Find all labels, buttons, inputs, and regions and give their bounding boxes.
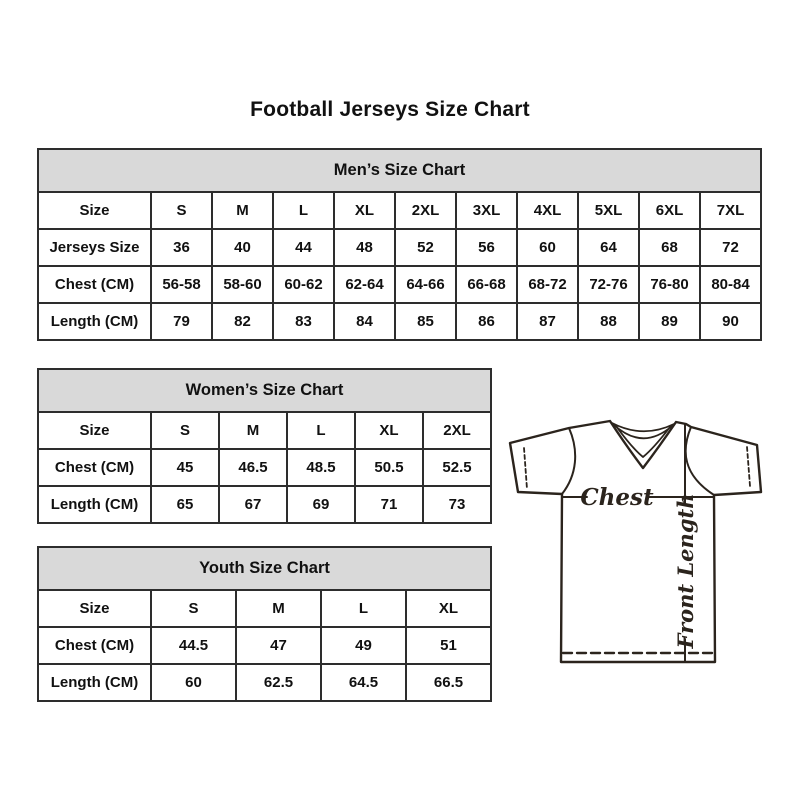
- value-cell: XL: [406, 590, 491, 627]
- jersey-measurement-diagram: [503, 415, 765, 670]
- table-title: Youth Size Chart: [38, 547, 491, 590]
- table-row: [38, 229, 761, 266]
- value-cell: 72: [700, 229, 761, 266]
- value-cell: 62.5: [236, 664, 321, 701]
- table-row: [38, 412, 491, 449]
- value-cell: M: [219, 412, 287, 449]
- value-cell: 4XL: [517, 192, 578, 229]
- value-cell: 40: [212, 229, 273, 266]
- value-cell: 72-76: [578, 266, 639, 303]
- cuff-stitch-dashes: [524, 447, 750, 489]
- value-cell: 64-66: [395, 266, 456, 303]
- table-row: [38, 303, 761, 340]
- value-cell: M: [212, 192, 273, 229]
- value-cell: 68-72: [517, 266, 578, 303]
- row-header-cell: Length (CM): [38, 664, 151, 701]
- value-cell: 89: [639, 303, 700, 340]
- value-cell: XL: [355, 412, 423, 449]
- value-cell: 86: [456, 303, 517, 340]
- value-cell: 58-60: [212, 266, 273, 303]
- value-cell: 48.5: [287, 449, 355, 486]
- value-cell: 71: [355, 486, 423, 523]
- table-title-row: [38, 149, 761, 192]
- value-cell: L: [287, 412, 355, 449]
- value-cell: 84: [334, 303, 395, 340]
- value-cell: 64.5: [321, 664, 406, 701]
- table-row: [38, 664, 491, 701]
- value-cell: 50.5: [355, 449, 423, 486]
- table-row: [38, 449, 491, 486]
- value-cell: 2XL: [395, 192, 456, 229]
- table-row: [38, 486, 491, 523]
- row-header-cell: Chest (CM): [38, 266, 151, 303]
- front-length-label: Front Length: [673, 493, 698, 649]
- page-title: Football Jerseys Size Chart: [250, 98, 530, 121]
- value-cell: 56: [456, 229, 517, 266]
- value-cell: 64: [578, 229, 639, 266]
- jersey-outline-shape: [510, 421, 761, 662]
- value-cell: 3XL: [456, 192, 517, 229]
- value-cell: 47: [236, 627, 321, 664]
- value-cell: 68: [639, 229, 700, 266]
- row-header-cell: Jerseys Size: [38, 229, 151, 266]
- value-cell: 7XL: [700, 192, 761, 229]
- value-cell: 52: [395, 229, 456, 266]
- value-cell: 83: [273, 303, 334, 340]
- value-cell: 36: [151, 229, 212, 266]
- value-cell: XL: [334, 192, 395, 229]
- value-cell: 51: [406, 627, 491, 664]
- value-cell: 44: [273, 229, 334, 266]
- value-cell: M: [236, 590, 321, 627]
- table-row: [38, 266, 761, 303]
- value-cell: 80-84: [700, 266, 761, 303]
- table-row: [38, 192, 761, 229]
- table-title-row: [38, 547, 491, 590]
- value-cell: 60: [517, 229, 578, 266]
- row-header-cell: Length (CM): [38, 486, 151, 523]
- table-title: Women’s Size Chart: [38, 369, 491, 412]
- value-cell: 66-68: [456, 266, 517, 303]
- value-cell: 65: [151, 486, 219, 523]
- value-cell: 52.5: [423, 449, 491, 486]
- value-cell: 60-62: [273, 266, 334, 303]
- row-header-cell: Size: [38, 412, 151, 449]
- value-cell: 90: [700, 303, 761, 340]
- table-title-row: [38, 369, 491, 412]
- value-cell: 60: [151, 664, 236, 701]
- value-cell: 48: [334, 229, 395, 266]
- youth-size-table: [37, 546, 492, 702]
- value-cell: 56-58: [151, 266, 212, 303]
- value-cell: 66.5: [406, 664, 491, 701]
- value-cell: L: [321, 590, 406, 627]
- value-cell: 69: [287, 486, 355, 523]
- row-header-cell: Length (CM): [38, 303, 151, 340]
- table-row: [38, 590, 491, 627]
- value-cell: 82: [212, 303, 273, 340]
- value-cell: 62-64: [334, 266, 395, 303]
- mens-size-table: [37, 148, 762, 341]
- womens-size-table: [37, 368, 492, 524]
- value-cell: 79: [151, 303, 212, 340]
- value-cell: 5XL: [578, 192, 639, 229]
- value-cell: 67: [219, 486, 287, 523]
- value-cell: S: [151, 412, 219, 449]
- table-title: Men’s Size Chart: [38, 149, 761, 192]
- value-cell: S: [151, 590, 236, 627]
- value-cell: 49: [321, 627, 406, 664]
- value-cell: 76-80: [639, 266, 700, 303]
- chest-label: Chest: [580, 484, 654, 511]
- value-cell: 44.5: [151, 627, 236, 664]
- row-header-cell: Size: [38, 192, 151, 229]
- row-header-cell: Size: [38, 590, 151, 627]
- value-cell: 88: [578, 303, 639, 340]
- value-cell: 87: [517, 303, 578, 340]
- value-cell: 85: [395, 303, 456, 340]
- value-cell: 73: [423, 486, 491, 523]
- value-cell: 45: [151, 449, 219, 486]
- value-cell: 6XL: [639, 192, 700, 229]
- value-cell: S: [151, 192, 212, 229]
- value-cell: L: [273, 192, 334, 229]
- value-cell: 46.5: [219, 449, 287, 486]
- row-header-cell: Chest (CM): [38, 449, 151, 486]
- table-row: [38, 627, 491, 664]
- value-cell: 2XL: [423, 412, 491, 449]
- row-header-cell: Chest (CM): [38, 627, 151, 664]
